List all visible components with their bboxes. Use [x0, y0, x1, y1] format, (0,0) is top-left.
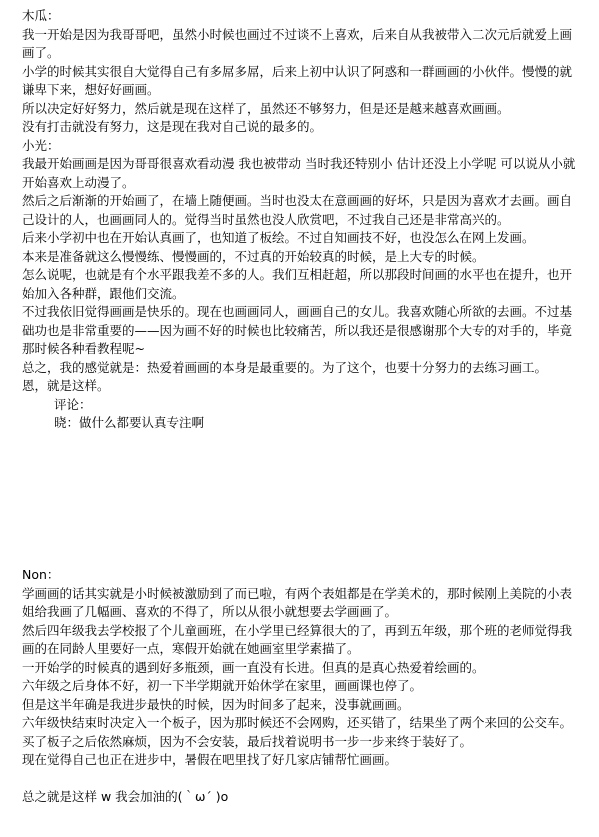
paragraph: 然后之后渐渐的开始画了，在墙上随便画。当时也没太在意画画的好坏，只是因为喜欢才去画。画自己设计的人，也画画同人的。觉得当时虽然也没人欣赏吧，不过我自己还是非常高兴的。 — [22, 193, 573, 227]
paragraph: 恩，就是这样。 — [22, 378, 110, 393]
paragraph: 现在觉得自己也正在进步中，暑假在吧里找了好几家店铺帮忙画画。 — [22, 752, 398, 767]
speaker-label-mugua: 木瓜： — [22, 8, 60, 23]
paragraph: 总之，我的感觉就是：热爱着画画的本身是最重要的。为了这个，也要十分努力的去练习画工。 — [22, 359, 548, 375]
comment-label: 评论： — [54, 396, 92, 412]
speaker-label-non: Non： — [22, 567, 60, 582]
section-non — [22, 566, 582, 807]
section-muagua-xiaoguang — [22, 7, 582, 433]
paragraph: 不过我依旧觉得画画是快乐的。现在也画画同人，画画自己的女儿。我喜欢随心所欲的去画。不过基础功也是非常重要的——因为画不好的时候也比较痛苦，所以我还是很感谢那个大专的对手的，毕竟那时候各种看教程呢~ — [22, 304, 573, 356]
speaker-label-xiaoguang: 小光： — [22, 137, 60, 153]
spacer — [22, 770, 582, 789]
paragraph: 本来是准备就这么慢慢练、慢慢画的，不过真的开始较真的时候，是上大专的时候。 — [22, 248, 485, 264]
paragraph: 我最开始画画是因为哥哥很喜欢看动漫 我也被带动 当时我还特别小 估计还没上小学呢 可以说从小就开始喜欢上动漫了。 — [22, 156, 576, 190]
comment-text: 晓：做什么都要认真专注啊 — [54, 415, 205, 430]
paragraph: 学画画的话其实就是小时候被激励到了而已啦，有两个表姐都是在学美术的，那时候刚上美院的小表姐给我画了几幅画、喜欢的不得了，所以从很小就想要去学画画了。 — [22, 585, 573, 619]
paragraph: 六年级快结束时决定入一个板子，因为那时候还不会网购，还买错了，结果坐了两个来回的公交车。买了板子之后依然麻烦，因为不会安装，最后找着说明书一步一步来终于装好了。 — [22, 715, 573, 749]
paragraph: 然后四年级我去学校报了个儿童画班，在小学里已经算很大的了，再到五年级，那个班的老师觉得我画的在同龄人里要好一点，寒假开始就在她画室里学素描了。 — [22, 622, 573, 656]
paragraph: 总之就是这样 w 我会加油的(｀ω´ )o — [22, 789, 229, 804]
paragraph: 六年级之后身体不好，初一下半学期就开始休学在家里，画画课也停了。 — [22, 678, 423, 693]
paragraph: 没有打击就没有努力，这是现在我对自己说的最多的。 — [22, 119, 323, 134]
paragraph: 小学的时候其实很自大觉得自己有多屌多屌，后来上初中认识了阿惑和一群画画的小伙伴。慢慢的就谦卑下来，想好好画画。 — [22, 63, 573, 97]
paragraph: 后来小学初中也在开始认真画了，也知道了板绘。不过自知画技不好，也没怎么在网上发画。 — [22, 230, 535, 245]
paragraph: 但是这半年确是我进步最快的时候，因为时间多了起来，没事就画画。 — [22, 696, 410, 712]
paragraph: 一开始学的时候真的遇到好多瓶颈，画一直没有长进。但真的是真心热爱着绘画的。 — [22, 659, 485, 675]
paragraph: 所以决定好好努力，然后就是现在这样了，虽然还不够努力，但是还是越来越喜欢画画。 — [22, 100, 510, 116]
paragraph: 我一开始是因为我哥哥吧，虽然小时候也画过不过谈不上喜欢，后来自从我被带入二次元后就爱上画画了。 — [22, 26, 573, 60]
paragraph: 怎么说呢，也就是有个水平跟我差不多的人。我们互相赶超，所以那段时间画的水平也在提升，也开始加入各种群，跟他们交流。 — [22, 267, 573, 301]
